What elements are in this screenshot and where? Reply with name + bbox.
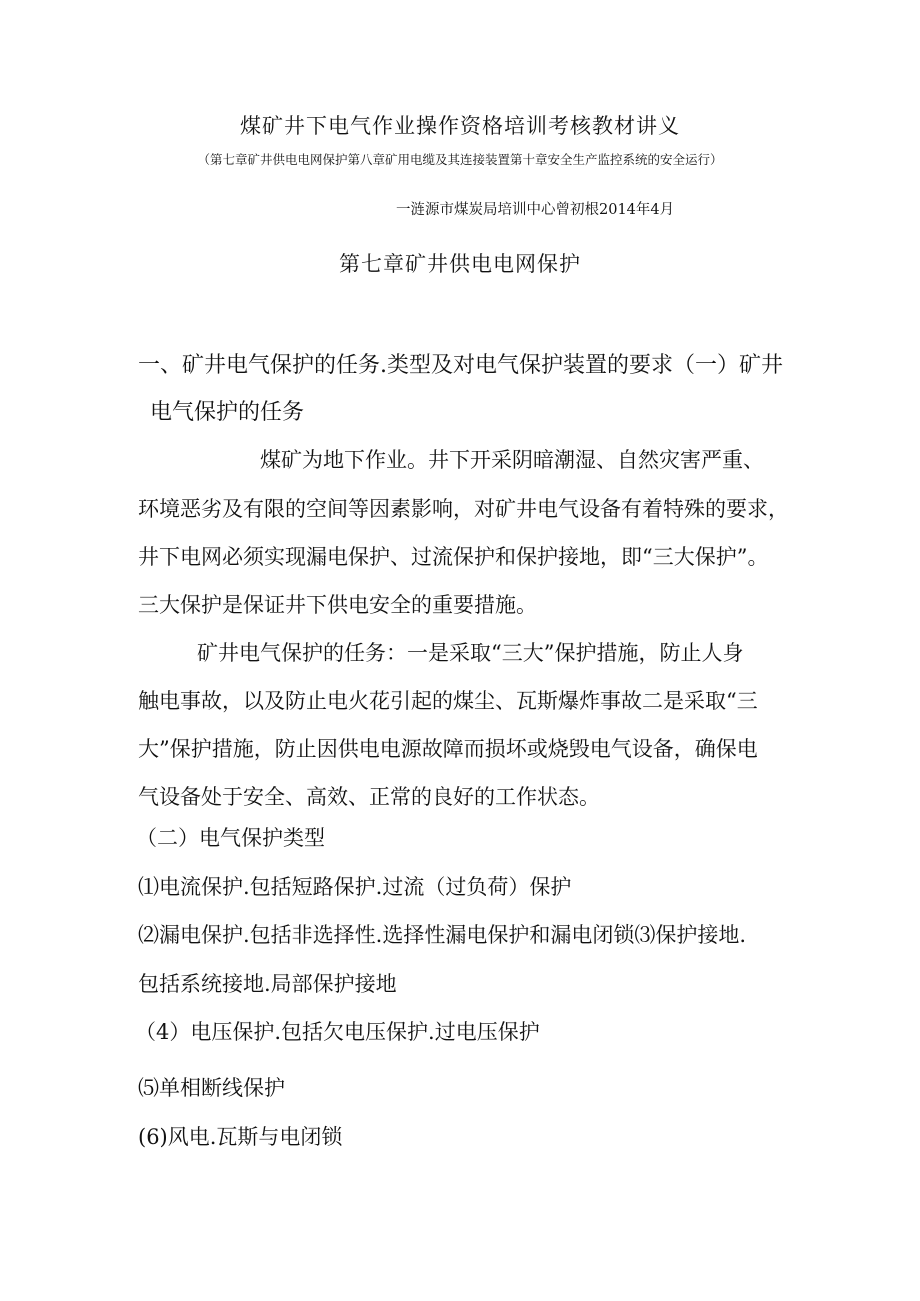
list-item: 包括系统接地.局部保护接地 xyxy=(138,972,397,996)
paragraph-line: 三大保护是保证井下供电安全的重要措施。 xyxy=(138,593,537,617)
paragraph-line: 矿井电气保护的任务：一是采取“三大”保护措施，防止人身 xyxy=(197,641,744,665)
document-title: 煤矿井下电气作业操作资格培训考核教材讲义 xyxy=(240,114,680,138)
list-item: （4）电压保护.包括欠电压保护.过电压保护 xyxy=(135,1020,540,1044)
paragraph-line: 井下电网必须实现漏电保护、过流保护和保护接地，即“三大保护”。 xyxy=(138,545,769,569)
paragraph-line: 触电事故，以及防止电火花引起的煤尘、瓦斯爆炸事故二是采取“三 xyxy=(138,689,758,713)
paragraph-line: 大”保护措施，防止因供电电源故障而损坏或烧毁电气设备，确保电 xyxy=(138,737,758,761)
list-item: ⑵漏电保护.包括非选择性.选择性漏电保护和漏电闭锁⑶保护接地. xyxy=(138,923,747,947)
paragraph-line: 煤矿为地下作业。井下开采阴暗潮湿、自然灾害严重、 xyxy=(260,448,764,472)
author-line: 一涟源市煤炭局培训中心曾初根2014年4月 xyxy=(396,202,675,218)
list-item: ⑴电流保护.包括短路保护.过流（过负荷）保护 xyxy=(138,875,572,899)
subsection-heading: （二）电气保护类型 xyxy=(136,826,325,850)
paragraph-line: 气设备处于安全、高效、正常的良好的工作状态。 xyxy=(138,785,600,809)
paragraph-line: 环境恶劣及有限的空间等因素影响，对矿井电气设备有着特殊的要求， xyxy=(138,497,789,521)
section-heading-continued: 电气保护的任务 xyxy=(150,400,305,425)
list-item: (6)风电.瓦斯与电闭锁 xyxy=(138,1125,343,1149)
chapter-title: 第七章矿井供电电网保护 xyxy=(339,252,581,276)
section-heading: 一、矿井电气保护的任务.类型及对电气保护装置的要求（一）矿井 xyxy=(138,353,783,378)
document-subtitle: （第七章矿井供电电网保护第八章矿用电缆及其连接装置第十章安全生产监控系统的安全运行） xyxy=(197,152,723,167)
list-item: ⑸单相断线保护 xyxy=(138,1076,285,1100)
